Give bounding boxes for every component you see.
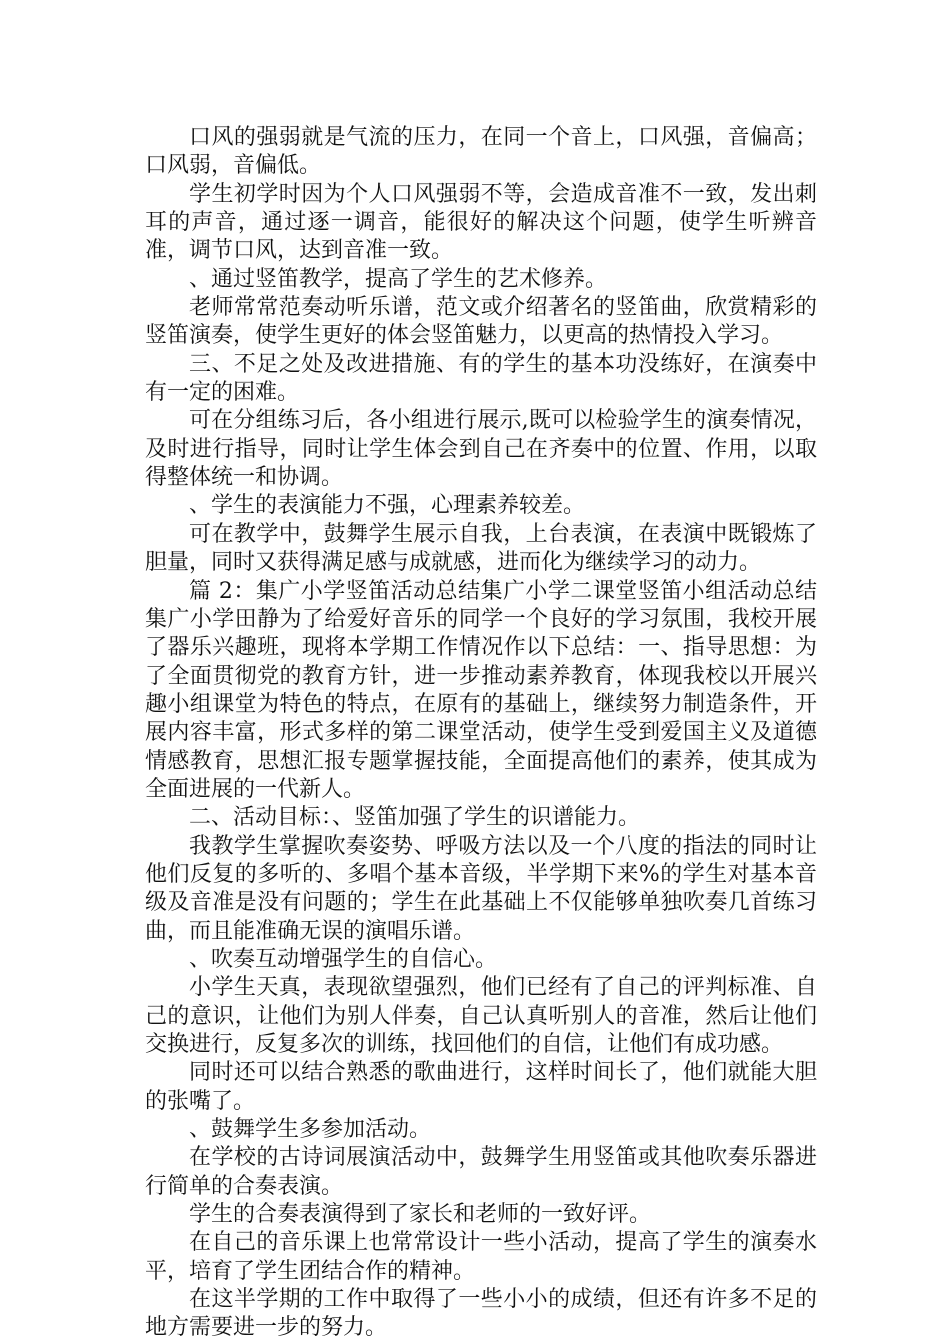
paragraph-14: 同时还可以结合熟悉的歌曲进行，这样时间长了，他们就能大胆的张嘴了。 (145, 1060, 817, 1114)
paragraph-8: 可在教学中，鼓舞学生展示自我，上台表演，在表演中既锻炼了胆量，同时又获得满足感与成就感，进而化为继续学习的动力。 (145, 521, 817, 576)
paragraph-5: 三、不足之处及改进措施、有的学生的基本功没练好，在演奏中有一定的困难。 (145, 351, 817, 406)
paragraph-11: 我教学生掌握吹奏姿势、呼吸方法以及一个八度的指法的同时让他们反复的多听的、多唱个基本音级，半学期下来%的学生对基本音级及音准是没有问题的；学生在此基础上不仅能够单独吹奏几首练习曲，而且能准确无误的演唱乐谱。 (145, 833, 817, 944)
paragraph-12: 、吹奏互动增强学生的自信心。 (189, 946, 498, 972)
paragraph-7: 、学生的表演能力不强，心理素养较差。 (189, 493, 586, 519)
paragraph-15: 、鼓舞学生多参加活动。 (189, 1117, 432, 1143)
paragraph-18: 在自己的音乐课上也常常设计一些小活动，提高了学生的演奏水平，培育了学生团结合作的精神。 (145, 1230, 817, 1284)
document-body (145, 124, 817, 1343)
paragraph-4: 老师常常范奏动听乐谱，范文或介绍著名的竖笛曲，欣赏精彩的竖笛演奏，使学生更好的体会竖笛魅力，以更高的热情投入学习。 (145, 295, 817, 349)
paragraph-6: 可在分组练习后，各小组进行展示,既可以检验学生的演奏情况，及时进行指导，同时让学生体会到自己在齐奏中的位置、作用，以取得整体统一和协调。 (145, 408, 817, 491)
paragraph-2: 学生初学时因为个人口风强弱不等，会造成音准不一致，发出刺耳的声音，通过逐一调音，能很好的解决这个问题，使学生听辨音准，调节口风，达到音准一致。 (145, 181, 817, 264)
paragraph-16: 在学校的古诗词展演活动中，鼓舞学生用竖笛或其他吹奏乐器进行简单的合奏表演。 (145, 1145, 817, 1199)
paragraph-3: 、通过竖笛教学，提高了学生的艺术修养。 (189, 266, 608, 292)
paragraph-9: 篇 2：集广小学竖笛活动总结集广小学二课堂竖笛小组活动总结集广小学田静为了给爱好音乐的同学一个良好的学习氛围，我校开展了器乐兴趣班，现将本学期工作情况作以下总结：一、指导思想：为了全面贯彻党的教育方针，进一步推动素养教育，体现我校以开展兴趣小组课堂为特色的特点，在原有的基础上，继续努力制造条件，开展内容丰富，形式多样的第二课堂活动，使学生受到爱国主义及道德情感教育，思想汇报专题掌握技能，全面提高他们的素养，使其成为全面进展的一代新人。 (145, 578, 817, 802)
paragraph-10: 二、活动目标：、竖笛加强了学生的识谱能力。 (189, 805, 641, 831)
paragraph-13: 小学生天真，表现欲望强烈，他们已经有了自己的评判标准、自己的意识，让他们为别人伴奏，自己认真听别人的音准，然后让他们交换进行，反复多次的训练，找回他们的自信，让他们有成功感。 (145, 975, 817, 1057)
paragraph-17: 学生的合奏表演得到了家长和老师的一致好评。 (189, 1202, 652, 1228)
paragraph-1: 口风的强弱就是气流的压力，在同一个音上，口风强，音偏高；口风弱，音偏低。 (145, 125, 817, 179)
paragraph-19: 在这半学期的工作中取得了一些小小的成绩，但还有许多不足的地方需要进一步的努力。 (145, 1287, 817, 1341)
